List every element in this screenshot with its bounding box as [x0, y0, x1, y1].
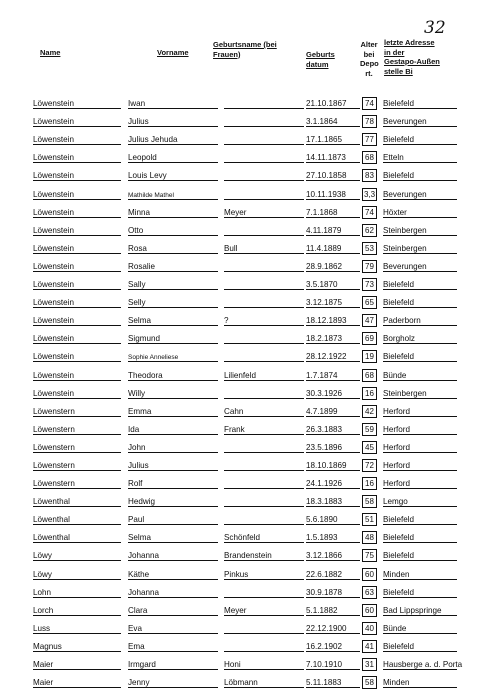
cell-name: Löwenstein	[33, 117, 121, 127]
cell-name: Löwenstern	[33, 443, 121, 453]
cell-alter: 16	[362, 387, 377, 400]
cell-vorname: Jenny	[128, 678, 218, 688]
column-header-alter	[360, 40, 378, 78]
cell-adresse: Bielefeld	[383, 171, 457, 181]
cell-geburtsdatum: 16.2.1902	[306, 642, 360, 652]
cell-alter: 42	[362, 405, 377, 418]
table-row	[0, 364, 487, 382]
cell-geburtsdatum: 28.9.1862	[306, 262, 360, 272]
cell-name: Maier	[33, 678, 121, 688]
cell-name: Magnus	[33, 642, 121, 652]
cell-adresse: Bielefeld	[383, 515, 457, 525]
cell-geburtsname	[224, 180, 304, 181]
cell-geburtsname: Frank	[224, 425, 304, 435]
header-line: bei	[363, 49, 375, 59]
column-header-geburtsdatum	[306, 50, 335, 69]
cell-name: Löwenstein	[33, 262, 121, 272]
cell-vorname: Selly	[128, 298, 218, 308]
cell-adresse: Beverungen	[383, 190, 457, 200]
cell-alter: 79	[362, 260, 377, 273]
cell-vorname: Eva	[128, 624, 218, 634]
cell-alter: 16	[362, 477, 377, 490]
cell-vorname: Ema	[128, 642, 218, 652]
cell-geburtsname	[224, 506, 304, 507]
cell-geburtsname	[224, 470, 304, 471]
cell-name: Löwy	[33, 570, 121, 580]
cell-alter: 72	[362, 459, 377, 472]
table-row	[0, 672, 487, 690]
cell-geburtsdatum: 21.10.1867	[306, 99, 360, 109]
cell-geburtsname: Meyer	[224, 606, 304, 616]
cell-geburtsname: Honi	[224, 660, 304, 670]
table-row	[0, 328, 487, 346]
cell-alter: 73	[362, 278, 377, 291]
cell-adresse: Höxter	[383, 208, 457, 218]
table-row	[0, 165, 487, 183]
cell-adresse: Bielefeld	[383, 352, 457, 362]
cell-geburtsdatum: 18.2.1873	[306, 334, 360, 344]
cell-geburtsname	[224, 524, 304, 525]
cell-geburtsdatum: 3.1.1864	[306, 117, 360, 127]
header-line: Gestapo-Außen	[384, 57, 440, 66]
header-line: letzte Adresse	[384, 38, 435, 47]
cell-geburtsname	[224, 108, 304, 109]
cell-name: Löwenthal	[33, 515, 121, 525]
cell-geburtsdatum: 10.11.1938	[306, 190, 360, 200]
cell-alter: 31	[362, 658, 377, 671]
cell-geburtsdatum: 7.10.1910	[306, 660, 360, 670]
cell-vorname: Mathilde Mathel	[128, 192, 218, 200]
cell-vorname: Selma	[128, 533, 218, 543]
column-header-geburtsname	[213, 40, 277, 59]
cell-alter: 77	[362, 133, 377, 146]
cell-geburtsname	[224, 271, 304, 272]
cell-adresse: Bielefeld	[383, 551, 457, 561]
table-row	[0, 256, 487, 274]
cell-vorname: Iwan	[128, 99, 218, 109]
cell-vorname: John	[128, 443, 218, 453]
cell-alter: 68	[362, 151, 377, 164]
cell-name: Löwenstein	[33, 244, 121, 254]
cell-geburtsname: Pinkus	[224, 570, 304, 580]
cell-alter: 68	[362, 369, 377, 382]
cell-geburtsdatum: 14.11.1873	[306, 153, 360, 163]
cell-name: Löwy	[33, 551, 121, 561]
cell-geburtsname: Schönfeld	[224, 533, 304, 543]
cell-adresse: Bielefeld	[383, 298, 457, 308]
table-row	[0, 437, 487, 455]
cell-adresse: Bielefeld	[383, 533, 457, 543]
cell-geburtsname	[224, 289, 304, 290]
cell-geburtsname	[224, 162, 304, 163]
cell-vorname: Julius	[128, 117, 218, 127]
table-row	[0, 183, 487, 201]
cell-alter: 19	[362, 350, 377, 363]
cell-alter: 62	[362, 224, 377, 237]
cell-vorname: Johanna	[128, 588, 218, 598]
table-row	[0, 455, 487, 473]
column-header-name: Name	[40, 48, 61, 57]
cell-name: Löwenstein	[33, 208, 121, 218]
header-line: Geburtsname (bei	[213, 40, 277, 49]
cell-adresse: Hausberge a. d. Porta	[383, 660, 463, 669]
cell-alter: 74	[362, 206, 377, 219]
cell-adresse: Borgholz	[383, 334, 457, 344]
cell-vorname: Leopold	[128, 153, 218, 163]
cell-alter: 45	[362, 441, 377, 454]
cell-adresse: Etteln	[383, 153, 457, 163]
cell-alter: 48	[362, 531, 377, 544]
table-row	[0, 346, 487, 364]
cell-adresse: Bielefeld	[383, 642, 457, 652]
cell-geburtsdatum: 18.3.1883	[306, 497, 360, 507]
cell-geburtsdatum: 3.12.1866	[306, 551, 360, 561]
cell-vorname: Julius	[128, 461, 218, 471]
cell-alter: 74	[362, 97, 377, 110]
cell-name: Lorch	[33, 606, 121, 616]
table-row	[0, 111, 487, 129]
cell-vorname: Otto	[128, 226, 218, 236]
cell-geburtsname	[224, 488, 304, 489]
cell-geburtsname	[224, 343, 304, 344]
cell-vorname: Clara	[128, 606, 218, 616]
cell-geburtsdatum: 17.1.1865	[306, 135, 360, 145]
cell-geburtsname	[224, 452, 304, 453]
header-line: rt.	[365, 68, 373, 78]
table-row	[0, 383, 487, 401]
table-row	[0, 491, 487, 509]
cell-geburtsname: Brandenstein	[224, 551, 304, 561]
header-line: Depo	[360, 59, 379, 68]
cell-geburtsname	[224, 597, 304, 598]
cell-alter: 41	[362, 640, 377, 653]
table-row	[0, 238, 487, 256]
column-header-adresse	[384, 38, 440, 76]
cell-adresse: Bünde	[383, 371, 457, 381]
cell-geburtsdatum: 5.1.1882	[306, 606, 360, 616]
cell-vorname: Julius Jehuda	[128, 135, 218, 145]
cell-geburtsdatum: 3.5.1870	[306, 280, 360, 290]
cell-adresse: Herford	[383, 407, 457, 417]
header-line: stelle Bi	[384, 66, 413, 76]
table-row	[0, 419, 487, 437]
cell-name: Löwenstein	[33, 316, 121, 326]
cell-name: Maier	[33, 660, 121, 670]
cell-adresse: Bielefeld	[383, 99, 457, 109]
cell-geburtsname	[224, 398, 304, 399]
table-row	[0, 654, 487, 672]
cell-name: Luss	[33, 624, 121, 634]
cell-alter: 78	[362, 115, 377, 128]
cell-geburtsdatum: 3.12.1875	[306, 298, 360, 308]
cell-geburtsdatum: 18.10.1869	[306, 461, 360, 471]
cell-vorname: Sally	[128, 280, 218, 290]
cell-geburtsname: Cahn	[224, 407, 304, 417]
cell-adresse: Herford	[383, 443, 457, 453]
cell-vorname: Louis Levy	[128, 171, 218, 181]
cell-name: Löwenstein	[33, 334, 121, 344]
cell-vorname: Minna	[128, 208, 218, 218]
cell-vorname: Hedwig	[128, 497, 218, 507]
header-line: Frauen)	[213, 49, 241, 59]
header-line: Geburts	[306, 50, 335, 59]
cell-alter: 51	[362, 513, 377, 526]
cell-geburtsdatum: 5.6.1890	[306, 515, 360, 525]
cell-geburtsname: Lilienfeld	[224, 371, 304, 381]
cell-vorname: Sigmund	[128, 334, 218, 344]
table-row	[0, 527, 487, 545]
cell-adresse: Steinbergen	[383, 389, 457, 399]
cell-adresse: Bünde	[383, 624, 457, 634]
cell-geburtsdatum: 28.12.1922	[306, 352, 360, 362]
cell-geburtsname	[224, 633, 304, 634]
cell-alter: 83	[362, 169, 377, 182]
cell-geburtsname: Meyer	[224, 208, 304, 218]
cell-name: Löwenstein	[33, 153, 121, 163]
cell-vorname: Selma	[128, 316, 218, 326]
cell-alter: 47	[362, 314, 377, 327]
cell-name: Löwenstern	[33, 425, 121, 435]
cell-name: Löwenstein	[33, 171, 121, 181]
cell-geburtsdatum: 7.1.1868	[306, 208, 360, 218]
table-row	[0, 582, 487, 600]
cell-adresse: Bad Lippspringe	[383, 606, 457, 616]
cell-alter: 58	[362, 495, 377, 508]
deportation-list	[0, 93, 487, 690]
cell-name: Löwenstern	[33, 461, 121, 471]
cell-name: Löwenstein	[33, 371, 121, 381]
cell-name: Löwenstein	[33, 226, 121, 236]
cell-geburtsname: ?	[224, 316, 304, 326]
cell-alter: 63	[362, 586, 377, 599]
cell-adresse: Bielefeld	[383, 280, 457, 290]
cell-vorname: Willy	[128, 389, 218, 399]
table-row	[0, 220, 487, 238]
cell-vorname: Ida	[128, 425, 218, 435]
cell-adresse: Herford	[383, 461, 457, 471]
table-row	[0, 563, 487, 581]
table-row	[0, 618, 487, 636]
cell-alter: 60	[362, 604, 377, 617]
cell-name: Löwenstein	[33, 190, 121, 200]
cell-alter: 75	[362, 549, 377, 562]
table-row	[0, 509, 487, 527]
cell-adresse: Minden	[383, 570, 457, 580]
header-line: Alter	[360, 40, 378, 49]
cell-geburtsdatum: 4.7.1899	[306, 407, 360, 417]
cell-vorname: Sophie Anneliese	[128, 354, 218, 362]
cell-geburtsdatum: 11.4.1889	[306, 244, 360, 254]
cell-name: Löwenstein	[33, 352, 121, 362]
cell-name: Lohn	[33, 588, 121, 598]
cell-vorname: Emma	[128, 407, 218, 417]
cell-vorname: Rosalie	[128, 262, 218, 272]
cell-adresse: Herford	[383, 479, 457, 489]
cell-alter: 58	[362, 676, 377, 689]
cell-adresse: Herford	[383, 425, 457, 435]
cell-adresse: Lemgo	[383, 497, 457, 507]
table-row	[0, 274, 487, 292]
table-row	[0, 147, 487, 165]
cell-name: Löwenstein	[33, 389, 121, 399]
cell-geburtsname	[224, 307, 304, 308]
cell-adresse: Beverungen	[383, 117, 457, 127]
cell-adresse: Minden	[383, 678, 457, 688]
table-row	[0, 401, 487, 419]
cell-adresse: Steinbergen	[383, 244, 457, 254]
cell-alter: 59	[362, 423, 377, 436]
cell-geburtsdatum: 24.1.1926	[306, 479, 360, 489]
cell-alter: 3,3	[363, 189, 376, 199]
cell-name: Löwenthal	[33, 497, 121, 507]
cell-name: Löwenstein	[33, 298, 121, 308]
table-row	[0, 545, 487, 563]
cell-geburtsname	[224, 235, 304, 236]
cell-vorname: Johanna	[128, 551, 218, 561]
cell-geburtsdatum: 22.6.1882	[306, 570, 360, 580]
cell-vorname: Theodora	[128, 371, 218, 381]
cell-geburtsdatum: 4.11.1879	[306, 226, 360, 236]
cell-vorname: Käthe	[128, 570, 218, 580]
cell-name: Löwenstein	[33, 135, 121, 145]
table-row	[0, 202, 487, 220]
cell-name: Löwenstern	[33, 479, 121, 489]
header-line: datum	[306, 59, 329, 69]
cell-vorname: Rosa	[128, 244, 218, 254]
cell-alter: 40	[362, 622, 377, 635]
cell-adresse: Bielefeld	[383, 588, 457, 598]
cell-geburtsdatum: 22.12.1900	[306, 624, 360, 634]
cell-geburtsdatum: 30.9.1878	[306, 588, 360, 598]
table-row	[0, 129, 487, 147]
cell-geburtsname	[224, 144, 304, 145]
cell-geburtsdatum: 30.3.1926	[306, 389, 360, 399]
cell-geburtsdatum: 23.5.1896	[306, 443, 360, 453]
cell-geburtsdatum: 1.5.1893	[306, 533, 360, 543]
cell-geburtsdatum: 1.7.1874	[306, 371, 360, 381]
cell-alter: 53	[362, 242, 377, 255]
cell-adresse: Bielefeld	[383, 135, 457, 145]
cell-alter: 60	[362, 568, 377, 581]
cell-geburtsname	[224, 651, 304, 652]
cell-adresse: Beverungen	[383, 262, 457, 272]
cell-name: Löwenthal	[33, 533, 121, 543]
cell-geburtsname: Bull	[224, 244, 304, 254]
table-row	[0, 310, 487, 328]
header-line: in der	[384, 47, 405, 57]
table-row	[0, 292, 487, 310]
cell-geburtsname	[224, 361, 304, 362]
cell-vorname: Paul	[128, 515, 218, 525]
cell-geburtsname	[224, 199, 304, 200]
column-header-vorname: Vorname	[157, 48, 189, 57]
cell-geburtsdatum: 27.10.1858	[306, 171, 360, 181]
cell-alter: 69	[362, 332, 377, 345]
page-number: 32	[424, 18, 446, 38]
table-row	[0, 473, 487, 491]
cell-geburtsdatum: 5.11.1883	[306, 678, 360, 688]
cell-alter: 65	[362, 296, 377, 309]
cell-geburtsname: Löbmann	[224, 678, 304, 688]
cell-geburtsdatum: 18.12.1893	[306, 316, 360, 326]
cell-adresse: Steinbergen	[383, 226, 457, 236]
table-row	[0, 600, 487, 618]
table-row	[0, 636, 487, 654]
cell-adresse: Paderborn	[383, 316, 457, 326]
cell-geburtsname	[224, 126, 304, 127]
cell-vorname: Irmgard	[128, 660, 218, 670]
cell-name: Löwenstein	[33, 280, 121, 290]
cell-name: Löwenstern	[33, 407, 121, 417]
cell-geburtsdatum: 26.3.1883	[306, 425, 360, 435]
cell-name: Löwenstein	[33, 99, 121, 109]
table-row	[0, 93, 487, 111]
cell-vorname: Rolf	[128, 479, 218, 489]
